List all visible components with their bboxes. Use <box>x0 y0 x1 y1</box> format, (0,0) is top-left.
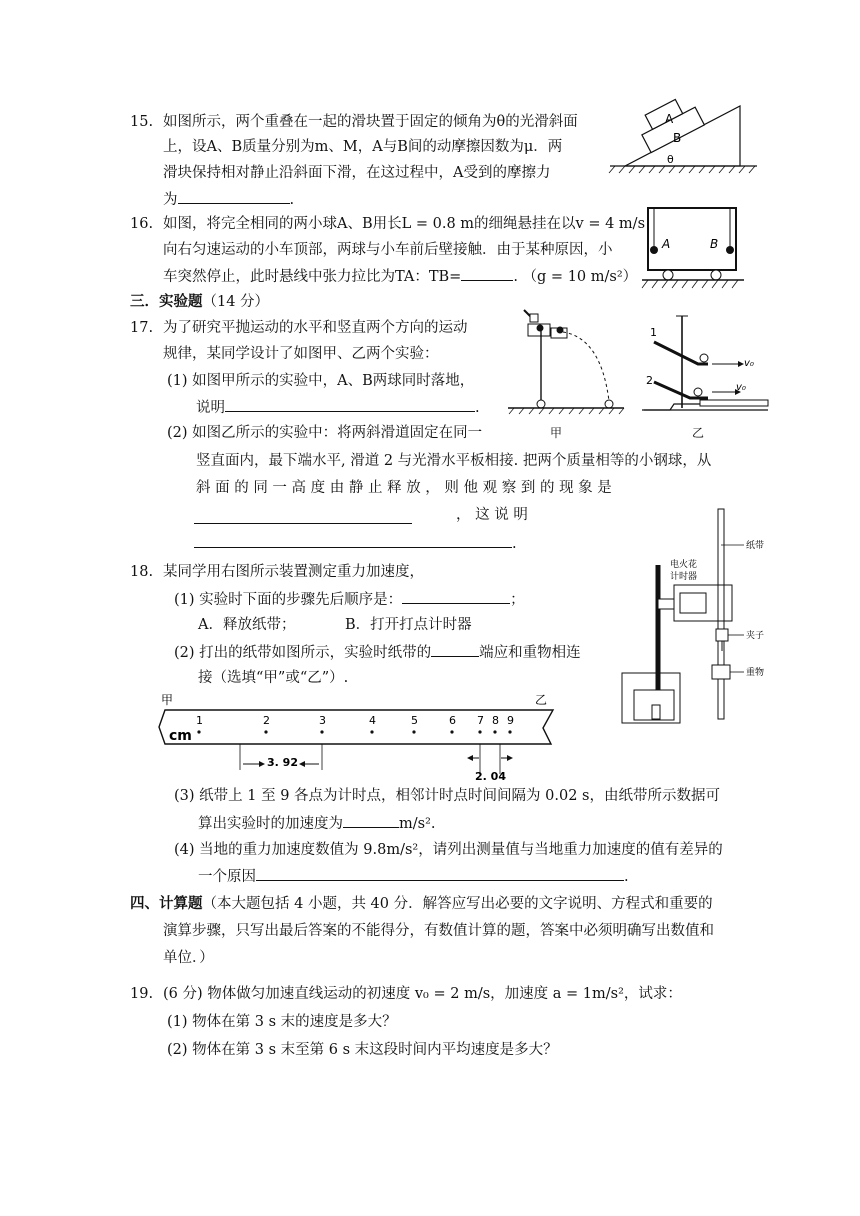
answer-blank[interactable] <box>402 589 510 604</box>
text-line: (2) 物体在第 3 s 末至第 6 s 末这段时间内平均速度是多大？ <box>167 1042 558 1058</box>
text-line: 单位．） <box>163 950 214 966</box>
ball-a-label: A <box>662 237 671 251</box>
tape-point-dot <box>450 730 453 733</box>
tape-point-label: 1 <box>196 714 203 727</box>
timer-label: 电火花 <box>670 560 698 570</box>
section-heading: 四、计算题（本大题包括 4 小题，共 40 分．解答应写出必要的文字说明、方程式和重要的 <box>130 895 713 912</box>
tape-point-dot <box>412 730 415 733</box>
option-a: A．释放纸带； <box>198 617 296 633</box>
text-line: 一个原因 . <box>198 866 629 887</box>
figure-caption: 乙 <box>692 426 705 440</box>
question-number: 17. <box>130 320 154 336</box>
tape-left-label: 甲 <box>161 693 174 707</box>
answer-blank[interactable] <box>178 189 290 204</box>
tape-point-dot <box>508 730 511 733</box>
question-number: 19. <box>130 986 154 1002</box>
timer-label-2: 计时器 <box>670 572 698 582</box>
text-line: 为 . <box>163 189 294 210</box>
text-line: 滑块保持相对静止沿斜面下滑，在这过程中，A受到的摩擦力 <box>163 165 551 181</box>
text-line: 如图所示，两个重叠在一起的滑块置于固定的倾角为θ的光滑斜面 <box>163 114 578 130</box>
cart-figure <box>640 202 745 294</box>
tape-label: 纸带 <box>746 541 765 551</box>
tape-point-dot <box>493 730 496 733</box>
distance-label-2: 2. 04 <box>475 770 506 783</box>
tape-unit: cm <box>169 728 192 744</box>
text-line: 说明 . <box>196 397 480 418</box>
text-line: 竖直面内，最下端水平, 滑道 2 与光滑水平板相接. 把两个质量相等的小钢球，从 <box>196 453 712 469</box>
tape-point-label: 5 <box>411 714 418 727</box>
text-line: (6 分) 物体做匀加速直线运动的初速度 v₀ = 2 m/s，加速度 a = 1m/s²，试求： <box>163 986 682 1002</box>
text-line: ， 这 说 明 <box>456 507 528 523</box>
v0-top-label: v₀ <box>744 358 754 369</box>
text-line: 斜 面 的 同 一 高 度 由 静 止 释 放 ， 则 他 观 察 到 的 现 象 是 <box>196 480 612 496</box>
text-line: (1) 物体在第 3 s 末的速度是多大？ <box>167 1014 397 1030</box>
tape-point-label: 9 <box>507 714 514 727</box>
tape-point-dot <box>264 730 267 733</box>
option-b: B．打开打点计时器 <box>345 617 472 633</box>
tape-point-dot <box>478 730 481 733</box>
text-line: 算出实验时的加速度为 m/s². <box>198 813 436 834</box>
tape-point-label: 3 <box>319 714 326 727</box>
block-a-label: A <box>665 112 674 126</box>
clip-label: 夹子 <box>746 631 765 641</box>
track-1-label: 1 <box>650 326 657 339</box>
text-line: (1) 实验时下面的步骤先后顺序是： ； <box>174 589 525 610</box>
figure-yi <box>640 312 770 418</box>
text-line: (1) 如图甲所示的实验中，A、B两球同时落地， <box>167 373 475 389</box>
distance-label-1: 3. 92 <box>267 756 298 769</box>
text-line: 某同学用右图所示装置测定重力加速度， <box>163 564 424 580</box>
text-line: 如图，将完全相同的两小球A、B用长L = 0.8 m的细绳悬挂在以v = 4 m/s <box>163 216 646 232</box>
section-heading: 三．实验题（14 分） <box>130 293 270 310</box>
tape-point-label: 4 <box>369 714 376 727</box>
text-line: 接（选填“甲”或“乙”）. <box>198 670 349 686</box>
text-line: 车突然停止，此时悬线中张力拉比为TA：TB= . （g = 10 m/s²） <box>163 266 637 287</box>
answer-blank[interactable] <box>194 533 512 548</box>
tape-point-label: 6 <box>449 714 456 727</box>
weight-label: 重物 <box>746 668 765 678</box>
tape-point-dot <box>320 730 323 733</box>
text-line: (2) 打出的纸带如图所示，实验时纸带的 端应和重物相连 <box>174 642 581 663</box>
figure-caption: 甲 <box>550 426 563 440</box>
question-number: 15. <box>130 114 154 130</box>
text-line: 规律，某同学设计了如图甲、乙两个实验： <box>163 346 439 362</box>
tape-point-dot <box>197 730 200 733</box>
question-number: 18. <box>130 564 154 580</box>
text-line: . <box>194 533 517 554</box>
answer-blank[interactable] <box>343 813 399 828</box>
question-number: 16. <box>130 216 154 232</box>
tape-right-label: 乙 <box>535 693 548 707</box>
figure-jia <box>506 306 631 416</box>
tape-point-label: 8 <box>492 714 499 727</box>
incline-figure <box>605 96 765 176</box>
tape-point-label: 2 <box>263 714 270 727</box>
answer-blank[interactable] <box>194 509 412 524</box>
text-line: 演算步骤，只写出最后答案的不能得分，有数值计算的题，答案中必须明确写出数值和 <box>163 923 714 939</box>
text-line: 向右匀速运动的小车顶部，两球与小车前后壁接触．由于某种原因，小 <box>163 242 613 258</box>
tape-point-dot <box>370 730 373 733</box>
paper-tape-figure <box>155 692 563 784</box>
text-line: (3) 纸带上 1 至 9 各点为计时点，相邻计时点时间间隔为 0.02 s，由纸带所示数据可 <box>174 788 720 804</box>
apparatus-figure <box>612 505 772 730</box>
text-line: 上，设A、B质量分别为m、M，A与B间的动摩擦因数为μ．两 <box>163 139 563 155</box>
block-b-label: B <box>673 131 682 145</box>
theta-label: θ <box>667 153 674 166</box>
answer-blank[interactable] <box>225 397 475 412</box>
v0-bottom-label: v₀ <box>736 382 746 393</box>
text-line: (2) 如图乙所示的实验中：将两斜滑道固定在同一 <box>167 425 483 441</box>
text-line: (4) 当地的重力加速度数值为 9.8m/s²，请列出测量值与当地重力加速度的值有差异的 <box>174 842 723 858</box>
text-line: 为了研究平抛运动的水平和竖直两个方向的运动 <box>163 320 468 336</box>
ball-b-label: B <box>710 237 719 251</box>
track-2-label: 2 <box>646 374 653 387</box>
tape-point-label: 7 <box>477 714 484 727</box>
answer-blank[interactable] <box>461 266 513 281</box>
answer-blank[interactable] <box>256 866 624 881</box>
answer-blank[interactable] <box>431 642 479 657</box>
